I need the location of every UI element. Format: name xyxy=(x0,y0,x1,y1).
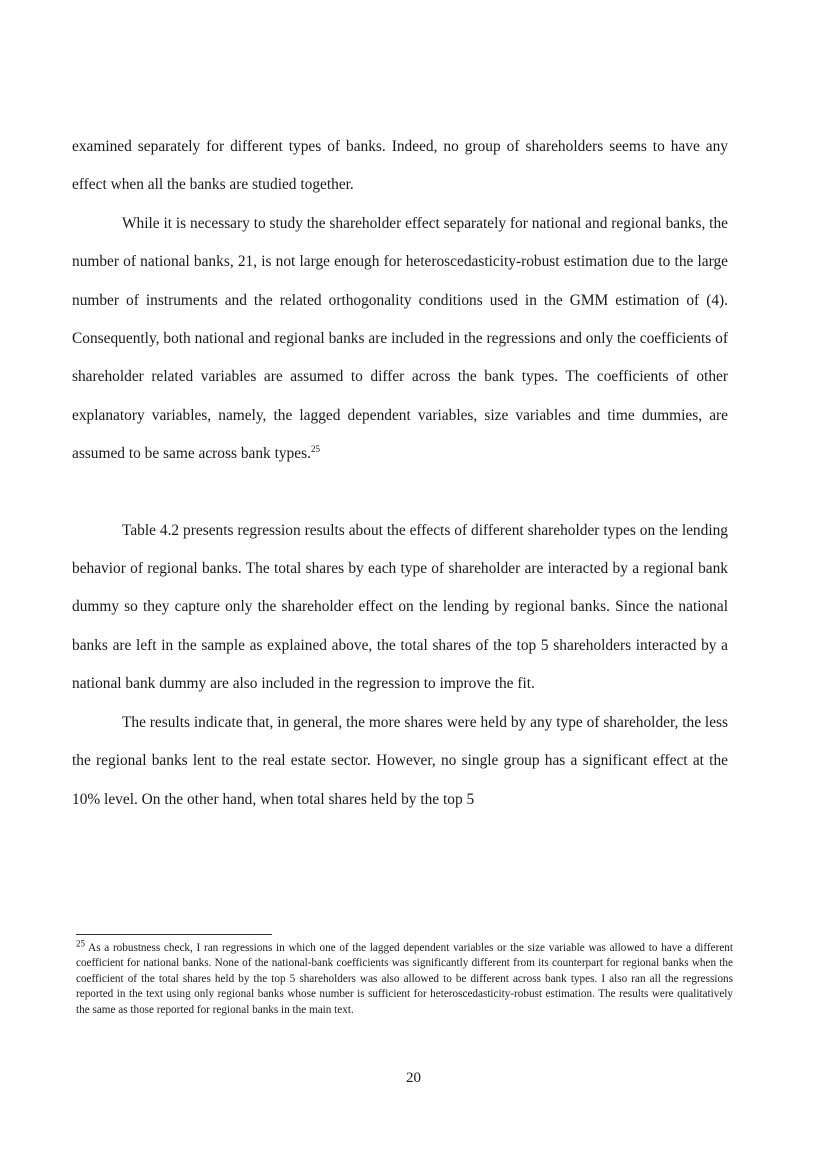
paragraph-text: While it is necessary to study the shareholder effect separately for national and regional banks, the number of national banks, 21, is not large enough for heteroscedasticity-robust estimation due to the large number of instruments and the related orthogonality conditions used in the GMM estimation of (4). Consequently, both national and regional banks are included in the regressions and only the coefficients of shareholder related variables are assumed to differ across the bank types. The coefficients of other explanatory variables, namely, the lagged dependent variables, size variables and time dummies, are assumed to be same across bank types. xyxy=(72,214,728,463)
body-text xyxy=(72,128,728,819)
paragraph-shareholder-effect xyxy=(72,205,728,474)
footnote-marker: 25 xyxy=(76,938,85,949)
paragraph-table-4-2: Table 4.2 presents regression results about the effects of different shareholder types on the lending behavior of regional banks. The total shares by each type of shareholder are interacted by a regional bank dummy so they capture only the shareholder effect on the lending by regional banks. Since the national banks are left in the sample as explained above, the total shares of the top 5 shareholders interacted by a national bank dummy are also included in the regression to improve the fit. xyxy=(72,521,728,693)
footnote-reference: 25 xyxy=(310,444,320,455)
footnote-separator xyxy=(76,934,272,935)
page-number: 20 xyxy=(406,1070,421,1086)
paragraph-results: The results indicate that, in general, the more shares were held by any type of shareholder, the less the regional banks lent to the real estate sector. However, no single group has a significant effect at the 10% level. On the other hand, when total shares held by the top 5 xyxy=(72,713,728,808)
footnote-text: As a robustness check, I ran regressions in which one of the lagged dependent variables or the size variable was allowed to have a different coefficient for national banks. None of the national-bank coefficients was significantly different from its counterpart for regional banks when the coefficient of the total shares held by the top 5 shareholders was also allowed to be different across bank types. I also ran all the regressions reported in the text using only regional banks whose number is sufficient for heteroscedasticity-robust estimation. The results were qualitatively the same as those reported for regional banks in the main text. xyxy=(76,942,733,1016)
footnote xyxy=(76,938,733,1018)
paragraph-continuation: examined separately for different types of banks. Indeed, no group of shareholders seems to have any effect when all the banks are studied together. xyxy=(72,138,728,194)
